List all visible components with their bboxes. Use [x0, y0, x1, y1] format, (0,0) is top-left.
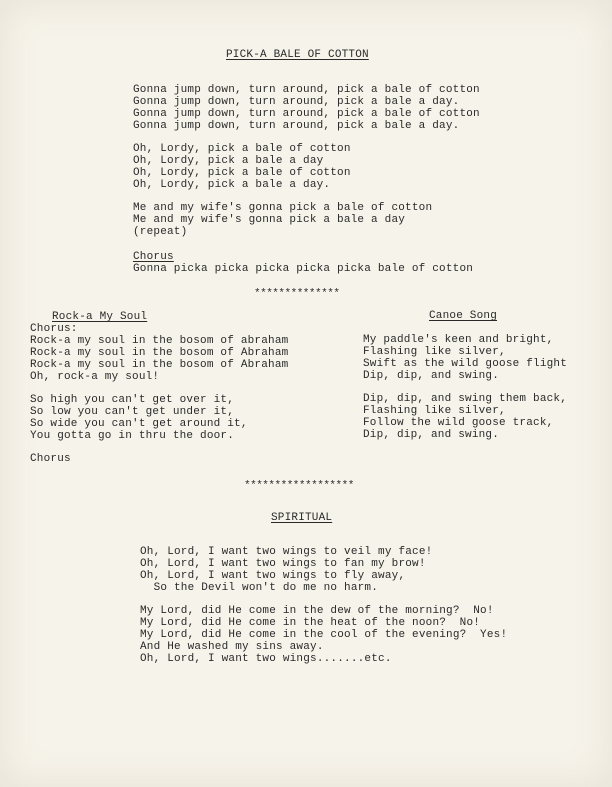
- lyric-line: Rock-a my soul in the bosom of Abraham: [30, 347, 289, 359]
- lyric-line: Oh, Lordy, pick a bale a day: [133, 155, 324, 167]
- lyric-line: So low you can't get under it,: [30, 406, 235, 418]
- lyric-line: Chorus:: [30, 323, 78, 335]
- lyric-line: Me and my wife's gonna pick a bale of cotton: [133, 202, 433, 214]
- lyric-line: So the Devil won't do me no harm.: [140, 582, 379, 594]
- lyric-line: So high you can't get over it,: [30, 394, 235, 406]
- song-title-spiritual: SPIRITUAL: [271, 512, 333, 524]
- lyric-line: My Lord, did He come in the heat of the noon? No!: [140, 617, 481, 629]
- lyric-line: Oh, Lord, I want two wings to fan my brow!: [140, 558, 426, 570]
- song-title-pick-a-bale: PICK-A BALE OF COTTON: [226, 49, 369, 61]
- canoe-song-lyrics: [363, 334, 567, 441]
- lyric-line: My Lord, did He come in the cool of the evening? Yes!: [140, 629, 508, 641]
- lyric-line: Me and my wife's gonna pick a bale a day: [133, 214, 406, 226]
- lyric-line: Gonna jump down, turn around, pick a bale of cotton: [133, 108, 480, 120]
- lyric-line: Oh, Lord, I want two wings to veil my face!: [140, 546, 433, 558]
- lyric-line: Dip, dip, and swing.: [363, 429, 500, 441]
- lyric-line: You gotta go in thru the door.: [30, 430, 235, 442]
- lyric-line: Oh, Lord, I want two wings.......etc.: [140, 653, 392, 665]
- lyric-line: And He washed my sins away.: [140, 641, 324, 653]
- lyric-line: Gonna jump down, turn around, pick a bale of cotton: [133, 84, 480, 96]
- pick-a-bale-lyrics: [133, 84, 480, 238]
- spiritual-lyrics: [140, 546, 507, 665]
- lyric-line: (repeat): [133, 226, 188, 238]
- section-divider: **************: [254, 288, 340, 300]
- pick-a-bale-chorus-line: Gonna picka picka picka picka picka bale of cotton: [133, 263, 474, 275]
- rock-a-my-soul-lyrics: [30, 323, 288, 465]
- lyric-line: Dip, dip, and swing.: [363, 370, 500, 382]
- lyric-line: Rock-a my soul in the bosom of Abraham: [30, 359, 289, 371]
- section-divider: ******************: [244, 480, 354, 492]
- lyric-line: Oh, Lordy, pick a bale a day.: [133, 179, 331, 191]
- song-title-canoe-song: Canoe Song: [429, 310, 498, 322]
- lyric-line: So wide you can't get around it,: [30, 418, 248, 430]
- lyric-line: Oh, Lordy, pick a bale of cotton: [133, 167, 351, 179]
- lyric-line: Gonna jump down, turn around, pick a bale a day.: [133, 120, 460, 132]
- lyric-line: My paddle's keen and bright,: [363, 334, 554, 346]
- song-title-rock-a-my-soul: Rock-a My Soul: [52, 311, 148, 323]
- lyric-line: Follow the wild goose track,: [363, 417, 554, 429]
- lyric-line: Flashing like silver,: [363, 346, 506, 358]
- lyric-line: Oh, Lord, I want two wings to fly away,: [140, 570, 406, 582]
- lyric-line: Swift as the wild goose flight: [363, 358, 568, 370]
- lyric-line: My Lord, did He come in the dew of the morning? No!: [140, 605, 494, 617]
- pick-a-bale-chorus-label: Chorus: [133, 251, 174, 263]
- lyric-line: Flashing like silver,: [363, 405, 506, 417]
- lyric-line: Oh, Lordy, pick a bale of cotton: [133, 143, 351, 155]
- lyric-line: Dip, dip, and swing them back,: [363, 393, 568, 405]
- lyric-line: Oh, rock-a my soul!: [30, 371, 160, 383]
- lyric-line: Rock-a my soul in the bosom of abraham: [30, 335, 289, 347]
- rock-a-my-soul-chorus-label: Chorus: [30, 453, 71, 465]
- lyric-line: Gonna jump down, turn around, pick a bale a day.: [133, 96, 460, 108]
